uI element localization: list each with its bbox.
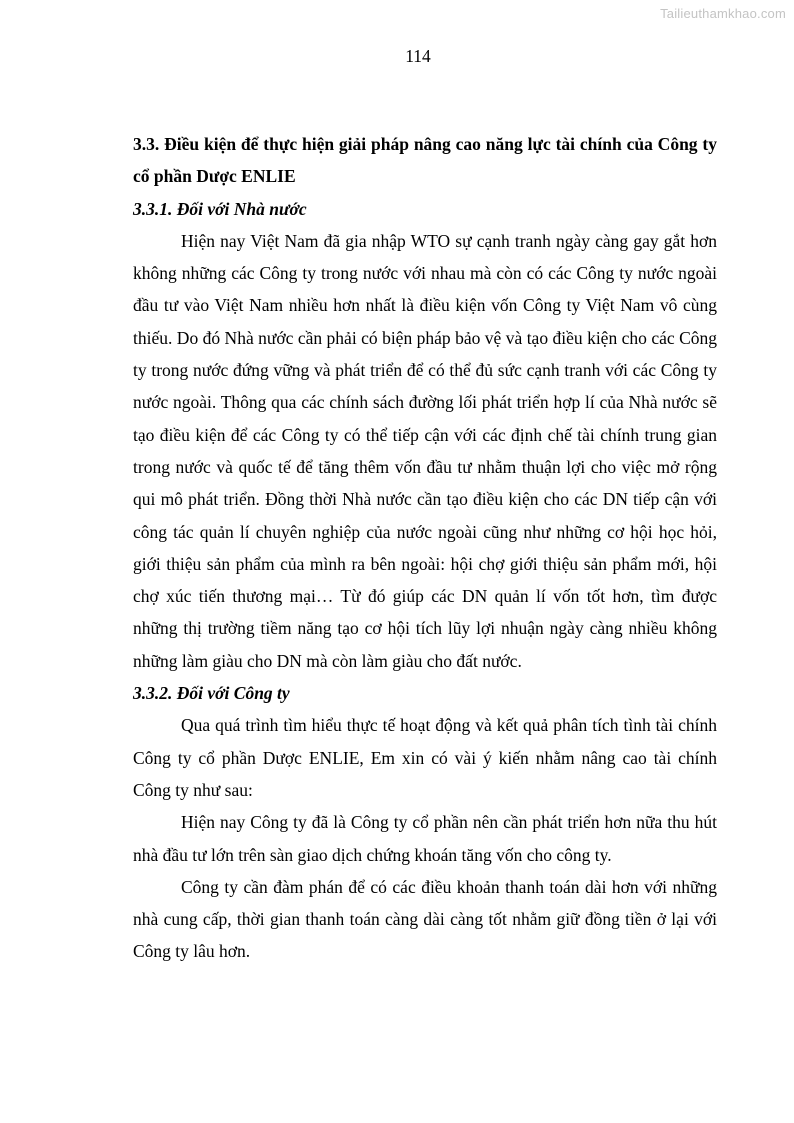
watermark: Tailieuthamkhao.com [660, 6, 786, 21]
subsection-heading-company: 3.3.2. Đối với Công ty [133, 683, 290, 704]
paragraph: Hiện nay Việt Nam đã gia nhập WTO sự cạnh tranh ngày càng gay gắt hơn không những các Công ty trong nước với nhau mà còn có các Công ty nước ngoài đầu tư vào Việt Nam nhiều hơn nhất là điều kiện vốn Công ty Việt Nam vô cùng thiếu. Do đó Nhà nước cần phải có biện pháp bảo vệ và tạo điều kiện cho các Công ty trong nước đứng vững và phát triển để có thể đủ sức cạnh tranh với các Công ty nước ngoài. Thông qua các chính sách đường lối phát triển hợp lí của Nhà nước sẽ tạo điều kiện để các Công ty có thể tiếp cận với các định chế tài chính trung gian trong nước và quốc tế để tăng thêm vốn đầu tư nhằm thuận lợi cho việc mở rộng qui mô phát triển. Đồng thời Nhà nước cần tạo điều kiện cho các DN tiếp cận với công tác quản lí chuyên nghiệp của nước ngoài cũng như những cơ hội học hỏi, giới thiệu sản phẩm của mình ra bên ngoài: hội chợ giới thiệu sản phẩm mới, hội chợ xúc tiến thương mại… Từ đó giúp các DN quản lí vốn tốt hơn, tìm được những thị trường tiềm năng tạo cơ hội tích lũy lợi nhuận ngày càng nhiều không những làm giàu cho DN mà còn làm giàu cho đất nước. [133, 230, 717, 671]
paragraph: Qua quá trình tìm hiểu thực tế hoạt động và kết quả phân tích tình tài chính Công ty cổ phần Dược ENLIE, Em xin có vài ý kiến nhằm nâng cao tài chính Công ty như sau: [133, 715, 717, 800]
paragraph: Công ty cần đàm phán để có các điều khoản thanh toán dài hơn với những nhà cung cấp, thời gian thanh toán càng dài càng tốt nhằm giữ đồng tiền ở lại với Công ty lâu hơn. [133, 876, 717, 962]
paragraph: Hiện nay Công ty đã là Công ty cổ phần nên cần phát triển hơn nữa thu hút nhà đầu tư lớn trên sàn giao dịch chứng khoán tăng vốn cho công ty. [133, 812, 717, 865]
document-body [133, 128, 717, 968]
section-heading: 3.3. Điều kiện để thực hiện giải pháp nâng cao năng lực tài chính của Công ty cổ phần Dược ENLIE [133, 134, 717, 187]
subsection-heading-state: 3.3.1. Đối với Nhà nước [133, 198, 307, 219]
page-number: 114 [405, 46, 431, 66]
